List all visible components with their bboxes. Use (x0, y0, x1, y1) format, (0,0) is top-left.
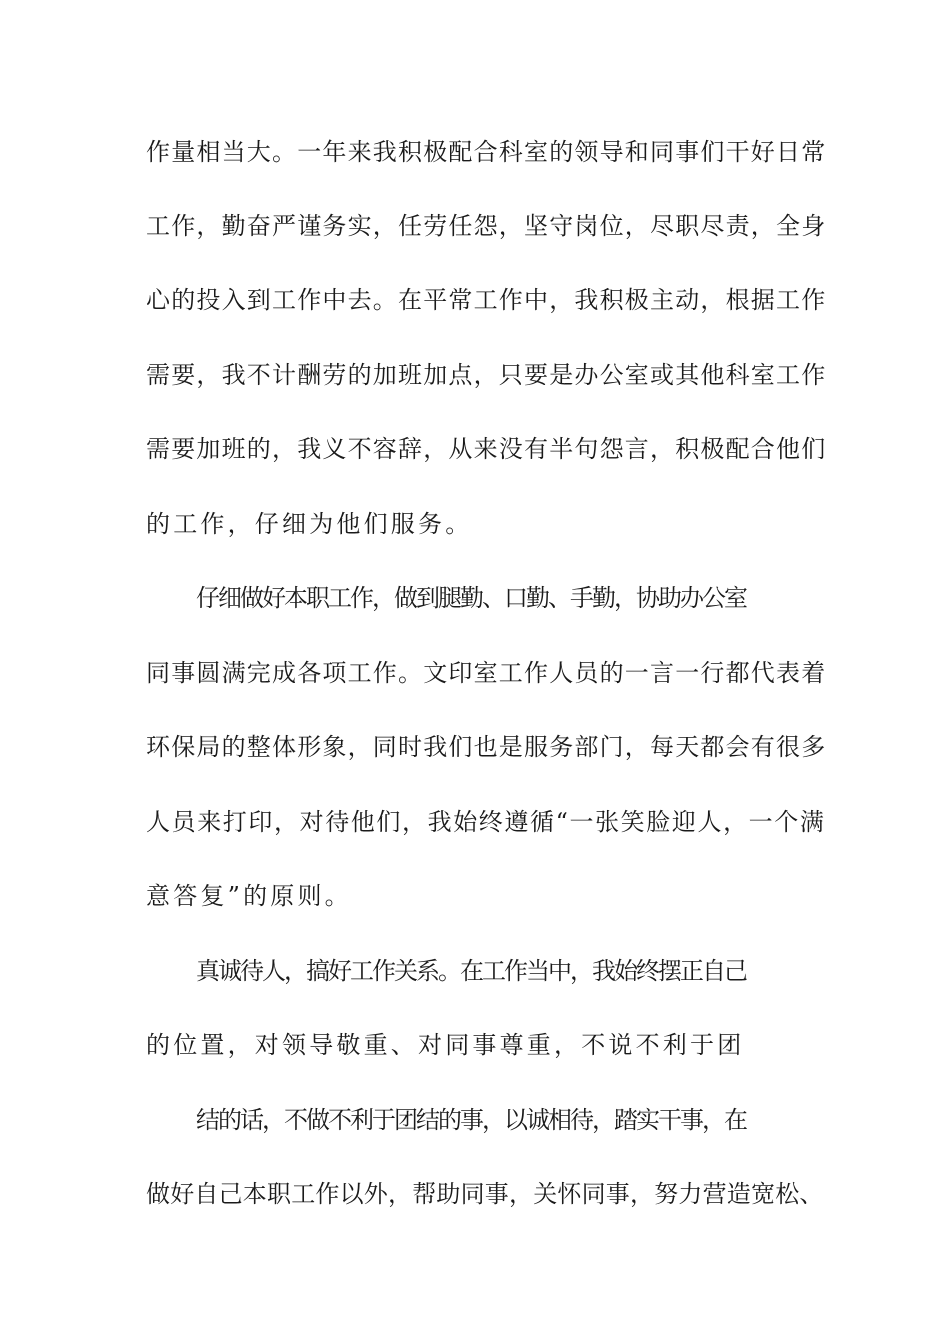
text-line: 需要加班的，我义不容辞，从来没有半句怨言，积极配合他们 (146, 435, 827, 463)
text-line: 的位置，对领导敬重、对同事尊重，不说不利于团 (146, 1031, 745, 1059)
paragraph-start-line: 仔细做好本职工作，做到腿勤、口勤、手勤，协助办公室 (196, 584, 746, 612)
text-line: 工作，勤奋严谨务实，任劳任怨，坚守岗位，尽职尽责，全身 (146, 212, 827, 240)
text-line: 同事圆满完成各项工作。文印室工作人员的一言一行都代表着 (146, 659, 827, 687)
text-line: 人员来打印，对待他们，我始终遵循“一张笑脸迎人，一个满 (146, 808, 826, 836)
text-line: 心的投入到工作中去。在平常工作中，我积极主动，根据工作 (146, 286, 827, 314)
paragraph-start-line: 结的话，不做不利于团结的事，以诚相待，踏实干事，在 (196, 1106, 746, 1134)
text-line: 作量相当大。一年来我积极配合科室的领导和同事们干好日常 (146, 138, 827, 166)
text-line: 意答复”的原则。 (146, 882, 352, 910)
text-line: 需要，我不计酬劳的加班加点，只要是办公室或其他科室工作 (146, 361, 827, 389)
paragraph-start-line: 真诚待人，搞好工作关系。在工作当中，我始终摆正自己 (196, 957, 746, 985)
text-line: 做好自己本职工作以外，帮助同事，关怀同事，努力营造宽松、 (146, 1180, 824, 1208)
text-line: 的工作，仔细为他们服务。 (146, 510, 473, 538)
text-line: 环保局的整体形象，同时我们也是服务部门，每天都会有很多 (146, 733, 827, 761)
